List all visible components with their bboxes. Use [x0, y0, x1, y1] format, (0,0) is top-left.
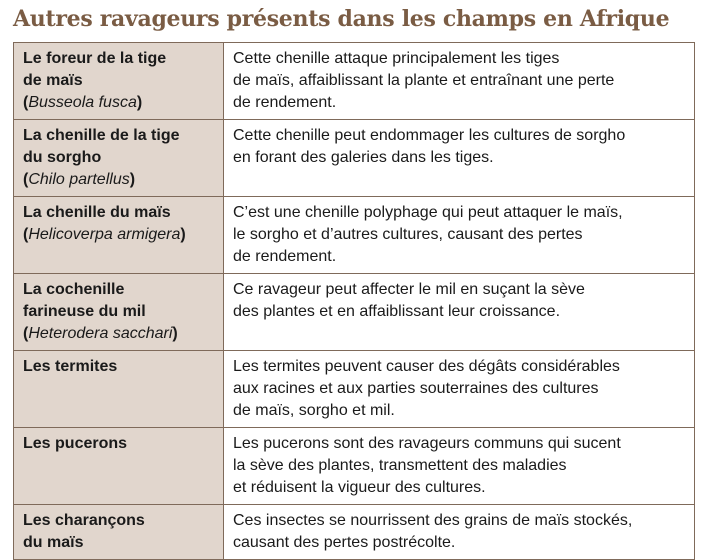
- pest-description-cell: [224, 505, 695, 560]
- pest-name-line: Les pucerons: [23, 435, 128, 452]
- pest-scientific-name: (Helicoverpa armigera): [23, 226, 186, 243]
- pest-name-cell: [14, 351, 224, 428]
- pest-scientific-name: (Chilo partellus): [23, 171, 136, 188]
- scientific-name-text: Helicoverpa armigera: [28, 226, 181, 243]
- description-line: Ces insectes se nourrissent des grains de maïs stockés,: [233, 512, 633, 529]
- pest-name-line: Les termites: [23, 358, 118, 375]
- pest-name-line: du sorgho: [23, 149, 102, 166]
- pest-name-cell: [14, 428, 224, 505]
- table-row: [14, 428, 695, 505]
- pest-name-line: La chenille de la tige: [23, 127, 180, 144]
- description-line: Cette chenille attaque principalement les tiges: [233, 50, 560, 67]
- description-line: Cette chenille peut endommager les cultures de sorgho: [233, 127, 626, 144]
- description-line: en forant des galeries dans les tiges.: [233, 149, 494, 166]
- description-line: de rendement.: [233, 94, 337, 111]
- description-line: de maïs, sorgho et mil.: [233, 402, 395, 419]
- table-row: [14, 505, 695, 560]
- description-line: de maïs, affaiblissant la plante et entraînant une perte: [233, 72, 615, 89]
- pest-name-cell: [14, 120, 224, 197]
- description-line: causant des pertes postrécolte.: [233, 534, 456, 551]
- description-line: Ce ravageur peut affecter le mil en suçant la sève: [233, 281, 585, 298]
- table-row: [14, 197, 695, 274]
- description-line: Les termites peuvent causer des dégâts considérables: [233, 358, 620, 375]
- pest-name-cell: [14, 274, 224, 351]
- pest-name-cell: [14, 505, 224, 560]
- table-row: [14, 120, 695, 197]
- pest-name-line: La cochenille: [23, 281, 125, 298]
- pest-name-line: du maïs: [23, 534, 84, 551]
- page-title: Autres ravageurs présents dans les champs en Afrique: [13, 6, 670, 32]
- table-row: [14, 274, 695, 351]
- description-line: Les pucerons sont des ravageurs communs qui sucent: [233, 435, 621, 452]
- description-line: aux racines et aux parties souterraines des cultures: [233, 380, 599, 397]
- table-row: [14, 351, 695, 428]
- pest-name-line: de maïs: [23, 72, 83, 89]
- pest-name-line: Les charançons: [23, 512, 145, 529]
- pest-description-cell: [224, 274, 695, 351]
- pest-name-line: La chenille du maïs: [23, 204, 171, 221]
- pest-description-cell: [224, 428, 695, 505]
- pest-name-cell: [14, 197, 224, 274]
- description-line: le sorgho et d’autres cultures, causant des pertes: [233, 226, 583, 243]
- pest-name-cell: [14, 43, 224, 120]
- pest-scientific-name: (Heterodera sacchari): [23, 325, 178, 342]
- description-line: de rendement.: [233, 248, 337, 265]
- pest-name-line: farineuse du mil: [23, 303, 146, 320]
- pest-name-line: Le foreur de la tige: [23, 50, 167, 67]
- pest-description-cell: [224, 197, 695, 274]
- description-line: C’est une chenille polyphage qui peut attaquer le maïs,: [233, 204, 623, 221]
- table-row: [14, 43, 695, 120]
- pests-table: [13, 42, 695, 560]
- description-line: et réduisent la vigueur des cultures.: [233, 479, 486, 496]
- pest-description-cell: [224, 43, 695, 120]
- scientific-name-text: Heterodera sacchari: [28, 325, 173, 342]
- description-line: la sève des plantes, transmettent des maladies: [233, 457, 567, 474]
- description-line: des plantes et en affaiblissant leur croissance.: [233, 303, 561, 320]
- pest-description-cell: [224, 120, 695, 197]
- scientific-name-text: Busseola fusca: [28, 94, 137, 111]
- pest-scientific-name: (Busseola fusca): [23, 94, 143, 111]
- pest-description-cell: [224, 351, 695, 428]
- scientific-name-text: Chilo partellus: [28, 171, 130, 188]
